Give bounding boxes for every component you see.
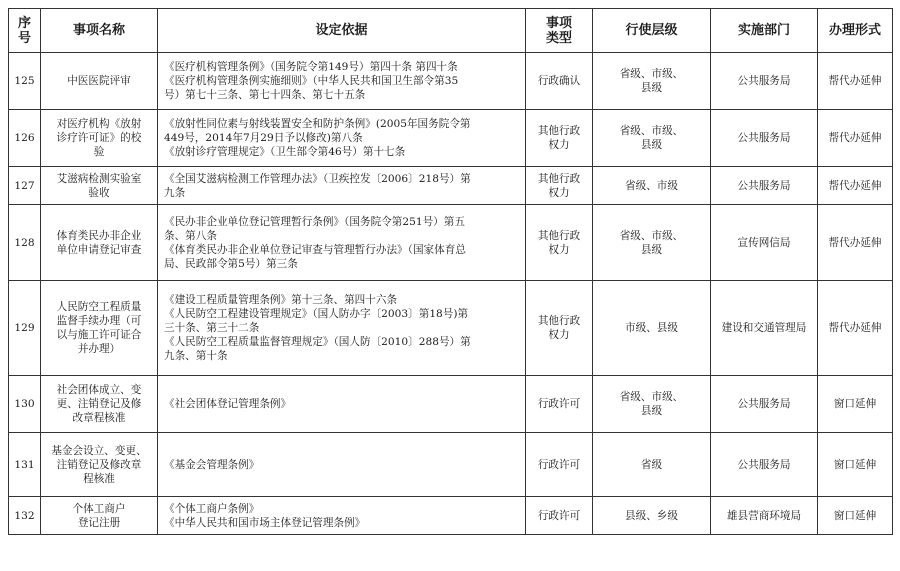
authority-level-text: 省级、市级、 (619, 391, 684, 403)
handling-form-text: 帮代办延伸 (828, 179, 882, 192)
legal-basis-cell (158, 110, 526, 167)
legal-basis-text: 《民办非企业单位登记管理暂行条例》（国务院令第251号）第五 (164, 215, 465, 228)
item-name-text: 登记注册 (77, 516, 121, 529)
item-number-text: 131 (14, 458, 35, 471)
implementing-department-cell (711, 110, 818, 167)
legal-basis-text: 九条、第十条 (164, 350, 228, 362)
item-name-text: 对医疗机构《放射 (56, 118, 142, 130)
table-row (9, 497, 893, 535)
header-text: 事项 (545, 15, 572, 31)
item-type-cell (526, 281, 593, 376)
item-number-cell (9, 205, 41, 281)
item-name-text: 并办理） (77, 343, 121, 355)
handling-form-cell (818, 497, 893, 535)
item-type-text: 权力 (548, 329, 570, 341)
authority-level-cell (593, 205, 711, 281)
item-type-cell (526, 497, 593, 535)
item-name-cell (41, 497, 158, 535)
implementing-department-text: 宣传网信局 (737, 236, 791, 249)
header-level (593, 9, 711, 53)
table-header (9, 9, 893, 53)
item-type-text: 其他行政 (537, 229, 581, 242)
item-name-text: 艾滋病检测实验室 (56, 172, 142, 185)
item-name-cell (41, 110, 158, 167)
item-type-cell (526, 167, 593, 205)
handling-form-text: 帮代办延伸 (828, 322, 882, 334)
item-type-text: 行政许可 (537, 458, 581, 471)
implementing-department-text: 公共服务局 (737, 132, 791, 144)
header-text: 办理形式 (828, 23, 881, 38)
item-name-text: 验 (93, 146, 105, 158)
legal-basis-text: 《基金会管理条例》 (164, 458, 260, 471)
legal-basis-text: 《人民防空工程质量监督管理规定》（国人防〔2010〕288号）第 (164, 336, 471, 348)
item-number-cell (9, 497, 41, 535)
legal-basis-text: 《个体工商户条例》 (164, 502, 260, 515)
item-number-cell (9, 167, 41, 205)
header-dept (711, 9, 818, 53)
header-row (9, 9, 893, 53)
implementing-department-cell (711, 497, 818, 535)
legal-basis-text: 号）第七十三条、第七十四条、第七十五条 (164, 89, 366, 101)
handling-form-text: 帮代办延伸 (828, 132, 882, 144)
authority-level-text: 县级 (640, 82, 663, 94)
table-row (9, 433, 893, 497)
handling-form-text: 窗口延伸 (833, 398, 877, 410)
header-type (526, 9, 593, 53)
handling-form-text: 窗口延伸 (833, 509, 877, 522)
item-name-text: 改章程核准 (72, 412, 126, 424)
item-type-cell (526, 376, 593, 433)
handling-form-cell (818, 110, 893, 167)
header-text: 号 (17, 30, 31, 46)
legal-basis-text: 《医疗机构管理条例实施细则》（中华人民共和国卫生部令第35 (164, 75, 459, 87)
header-text: 类型 (545, 30, 572, 46)
handling-form-cell (818, 376, 893, 433)
legal-basis-text: 三十条、第三十二条 (164, 322, 260, 334)
authority-level-text: 县级、乡级 (625, 509, 678, 522)
legal-basis-cell (158, 53, 526, 110)
table-row (9, 281, 893, 376)
item-name-text: 诊疗许可证》的校 (56, 132, 142, 144)
header-no (9, 9, 41, 53)
legal-basis-cell (158, 376, 526, 433)
legal-basis-cell (158, 497, 526, 535)
authority-level-text: 省级、市级、 (619, 125, 684, 137)
item-type-cell (526, 433, 593, 497)
handling-form-cell (818, 53, 893, 110)
item-number-text: 126 (14, 132, 35, 144)
authority-level-text: 县级 (640, 243, 663, 256)
item-type-text: 其他行政 (537, 172, 581, 185)
table-row (9, 53, 893, 110)
legal-basis-text: 《放射性同位素与射线装置安全和防护条例》(2005年国务院令第 (164, 118, 471, 130)
handling-form-cell (818, 167, 893, 205)
header-text: 序 (17, 15, 31, 31)
item-name-text: 注销登记及修改章 (56, 458, 142, 471)
authority-level-cell (593, 110, 711, 167)
item-number-text: 125 (14, 75, 35, 87)
header-form (818, 9, 893, 53)
legal-basis-cell (158, 433, 526, 497)
item-name-cell (41, 281, 158, 376)
legal-basis-text: 局、民政部令第5号）第三条 (164, 257, 298, 270)
item-number-text: 132 (14, 509, 35, 522)
legal-basis-text: 九条 (164, 186, 186, 199)
item-type-text: 其他行政 (537, 315, 581, 327)
handling-form-cell (818, 433, 893, 497)
authority-level-text: 省级、市级、 (619, 68, 684, 80)
authority-level-text: 市级、县级 (625, 322, 678, 334)
item-number-cell (9, 376, 41, 433)
item-name-text: 验收 (88, 186, 110, 199)
legal-basis-text: 449号，2014年7月29日予以修改)第八条 (164, 132, 363, 144)
legal-basis-text: 《医疗机构管理条例》（国务院令第149号）第四十条 第四十条 (164, 61, 458, 73)
admin-items-table (8, 8, 893, 535)
item-type-text: 权力 (548, 243, 570, 256)
item-type-cell (526, 205, 593, 281)
table-row (9, 167, 893, 205)
header-name (41, 9, 158, 53)
item-type-cell (526, 53, 593, 110)
legal-basis-cell (158, 205, 526, 281)
authority-level-cell (593, 433, 711, 497)
implementing-department-cell (711, 376, 818, 433)
table-body (9, 53, 893, 535)
legal-basis-cell (158, 167, 526, 205)
implementing-department-cell (711, 53, 818, 110)
header-basis (158, 9, 526, 53)
item-type-text: 权力 (548, 139, 570, 151)
item-type-text: 行政许可 (537, 398, 581, 410)
item-number-text: 130 (14, 398, 35, 410)
item-name-text: 人民防空工程质量 (56, 301, 142, 313)
item-number-cell (9, 433, 41, 497)
table-row (9, 205, 893, 281)
legal-basis-cell (158, 281, 526, 376)
item-name-text: 体育类民办非企业 (56, 229, 142, 242)
item-type-text: 行政许可 (537, 509, 581, 522)
document-sheet (8, 8, 892, 535)
item-name-text: 更、注销登记及修 (56, 398, 142, 410)
legal-basis-text: 《中华人民共和国市场主体登记管理条例》 (164, 516, 366, 529)
legal-basis-text: 《社会团体登记管理条例》 (164, 398, 292, 410)
implementing-department-cell (711, 281, 818, 376)
header-text: 实施部门 (737, 23, 790, 38)
handling-form-cell (818, 205, 893, 281)
legal-basis-text: 条、第八条 (164, 229, 217, 242)
item-name-cell (41, 205, 158, 281)
legal-basis-text: 《体育类民办非企业单位登记审查与管理暂行办法》（国家体育总 (164, 243, 466, 256)
authority-level-text: 省级 (640, 458, 663, 471)
item-number-cell (9, 281, 41, 376)
item-type-text: 其他行政 (537, 125, 581, 137)
item-name-text: 监督手续办理（可 (56, 315, 142, 327)
legal-basis-text: 《人民防空工程建设管理规定》（国人防办字〔2003〕第18号)第 (164, 308, 469, 320)
item-number-cell (9, 53, 41, 110)
implementing-department-text: 公共服务局 (737, 458, 791, 471)
item-name-text: 以与施工许可证合 (56, 329, 142, 341)
authority-level-cell (593, 497, 711, 535)
authority-level-text: 县级 (640, 139, 663, 151)
legal-basis-text: 《建设工程质量管理条例》第十三条、第四十六条 (164, 294, 398, 306)
item-name-text: 个体工商户 (72, 502, 126, 515)
item-name-cell (41, 433, 158, 497)
header-text: 设定依据 (315, 23, 368, 38)
implementing-department-cell (711, 205, 818, 281)
authority-level-text: 省级、市级 (625, 179, 678, 192)
item-number-text: 127 (14, 179, 35, 192)
authority-level-text: 省级、市级、 (619, 229, 684, 242)
implementing-department-cell (711, 433, 818, 497)
item-name-cell (41, 167, 158, 205)
item-number-cell (9, 110, 41, 167)
implementing-department-cell (711, 167, 818, 205)
item-name-text: 中医医院评审 (67, 75, 131, 87)
implementing-department-text: 公共服务局 (737, 75, 791, 87)
item-name-cell (41, 376, 158, 433)
implementing-department-text: 建设和交通管理局 (721, 322, 807, 334)
legal-basis-text: 《全国艾滋病检测工作管理办法》（卫疾控发〔2006〕218号）第 (164, 172, 471, 185)
handling-form-text: 帮代办延伸 (828, 75, 882, 87)
item-name-text: 社会团体成立、变 (56, 384, 142, 396)
handling-form-text: 窗口延伸 (833, 458, 877, 471)
authority-level-cell (593, 281, 711, 376)
authority-level-text: 县级 (640, 405, 663, 417)
legal-basis-text: 《放射诊疗管理规定》（卫生部令第46号）第十七条 (164, 146, 406, 158)
header-text: 行使层级 (625, 23, 678, 38)
header-text: 事项名称 (72, 23, 125, 38)
handling-form-text: 帮代办延伸 (828, 236, 882, 249)
table-row (9, 110, 893, 167)
item-type-text: 行政确认 (537, 75, 581, 87)
implementing-department-text: 公共服务局 (737, 179, 791, 192)
item-name-text: 程核准 (83, 472, 115, 485)
item-name-text: 单位申请登记审查 (56, 243, 142, 256)
handling-form-cell (818, 281, 893, 376)
table-row (9, 376, 893, 433)
item-name-text: 基金会设立、变更、 (51, 444, 147, 457)
item-number-text: 129 (14, 322, 35, 334)
item-type-text: 权力 (548, 186, 570, 199)
authority-level-cell (593, 167, 711, 205)
authority-level-cell (593, 376, 711, 433)
implementing-department-text: 公共服务局 (737, 398, 791, 410)
item-name-cell (41, 53, 158, 110)
item-type-cell (526, 110, 593, 167)
item-number-text: 128 (14, 236, 35, 249)
implementing-department-text: 雄县营商环境局 (726, 509, 802, 522)
authority-level-cell (593, 53, 711, 110)
